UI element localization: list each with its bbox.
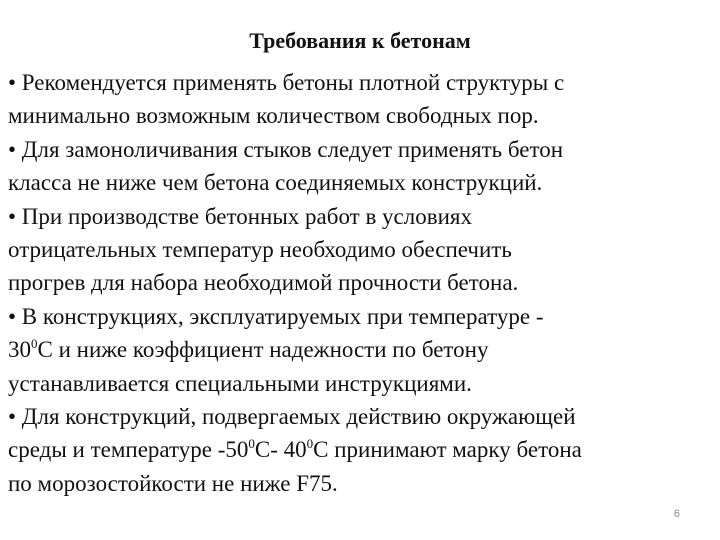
body-text: С принимают марку бетона	[313, 437, 582, 463]
body-line: • Рекомендуется применять бетоны плотной структуры с	[8, 70, 565, 95]
degree-superscript: 0	[248, 436, 255, 452]
slide-body	[8, 66, 714, 500]
body-text: С- 40	[254, 437, 307, 463]
slide-title: Требования к бетонам	[249, 28, 471, 53]
degree-superscript: 0	[31, 336, 38, 352]
body-line: • При производстве бетонных работ в условиях	[8, 203, 472, 229]
body-line: • Для замоноличивания стыков следует применять бетон	[8, 136, 564, 162]
body-line: устанавливается специальными инструкциями.	[8, 370, 472, 396]
body-line: класса не ниже чем бетона соединяемых конструкций.	[8, 170, 543, 196]
degree-superscript: 0	[306, 436, 314, 452]
body-line: • Для конструкций, подвергаемых действию окружающей	[8, 404, 576, 430]
body-line: отрицательных температур необходимо обеспечить	[8, 237, 512, 263]
body-line: минимально возможным количеством свободных пор.	[8, 103, 539, 129]
body-line	[8, 433, 714, 466]
body-text: среды и температуре -50	[8, 437, 249, 463]
page-number: 6	[673, 508, 680, 520]
temperature-value: 30	[8, 337, 31, 363]
body-line: • В конструкциях, эксплуатируемых при температуре -	[8, 303, 544, 329]
body-line	[8, 333, 714, 366]
body-line: прогрев для набора необходимой прочности бетона.	[8, 270, 519, 296]
body-text: С и ниже коэффициент надежности по бетону	[37, 337, 489, 363]
body-line: по морозостойкости не ниже F75.	[8, 470, 338, 496]
